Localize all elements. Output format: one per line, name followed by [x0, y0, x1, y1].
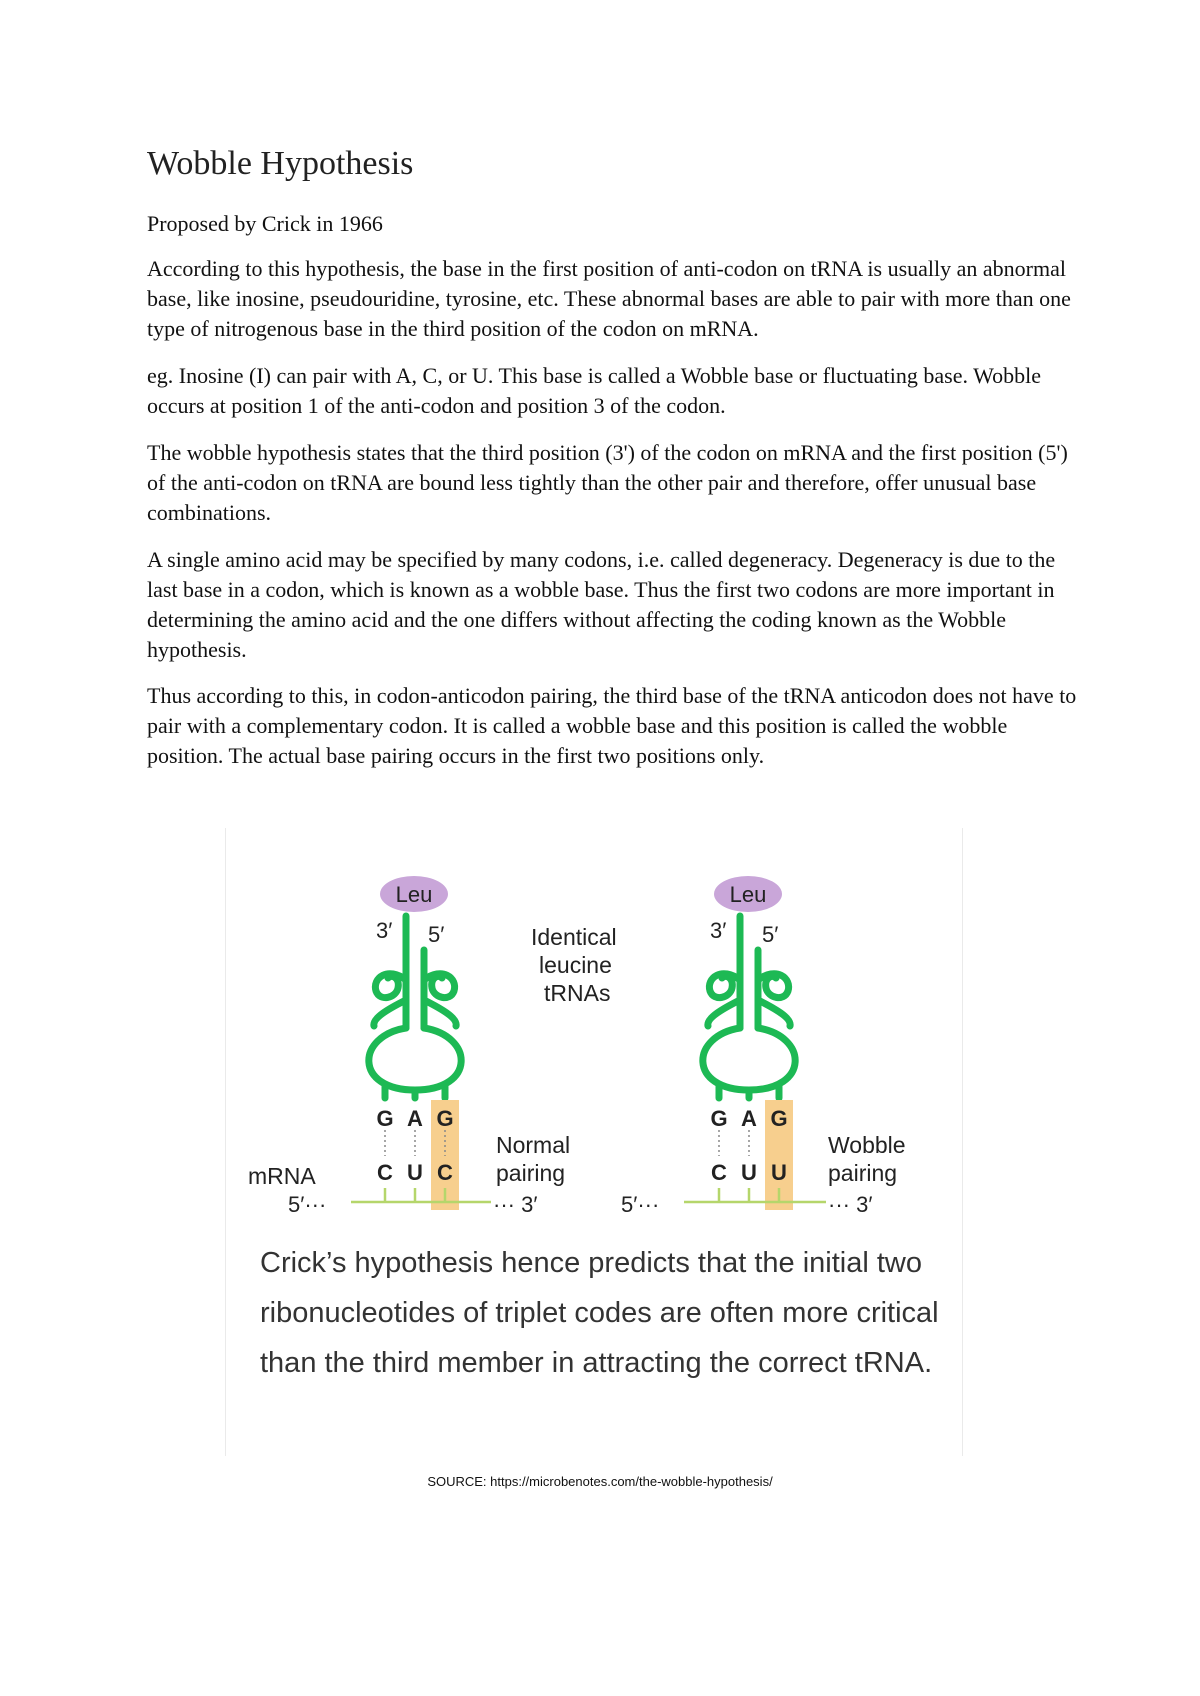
left-amino-acid-label: Leu	[395, 882, 433, 907]
source-citation: SOURCE: https://microbenotes.com/the-wobble-hypothesis/	[427, 1474, 773, 1489]
paragraph-statement: The wobble hypothesis states that the third position (3') of the codon on mRNA and the first position (5') of the anti-codon on tRNA are bound less tightly than the other pair and therefore, offer unusual base combinations.	[147, 440, 1068, 525]
right-codon-1: C	[711, 1160, 727, 1185]
paragraph-example: eg. Inosine (I) can pair with A, C, or U. This base is called a Wobble base or fluctuating base. Wobble occurs at position 1 of the anti-codon and position 3 of the codon.	[147, 363, 1041, 418]
left-anticodon-3: G	[436, 1106, 454, 1131]
paragraph-proposed: Proposed by Crick in 1966	[147, 211, 383, 236]
left-codon-3: C	[437, 1160, 453, 1185]
left-pairing-label-2: pairing	[496, 1160, 566, 1186]
left-codon-1: C	[377, 1160, 393, 1185]
figure-caption: Crick’s hypothesis hence predicts that the initial two ribonucleotides of triplet codes are often more critical than the third member in attracting the correct tRNA.	[260, 1247, 939, 1379]
left-codon-2: U	[407, 1160, 423, 1185]
right-codon-3: U	[771, 1160, 787, 1185]
left-pairing-label-1: Normal	[496, 1132, 571, 1158]
right-pair-lines	[719, 1130, 749, 1156]
right-mrna-strand	[684, 1188, 826, 1202]
right-trna	[621, 876, 906, 1217]
right-anticodon-3: G	[770, 1106, 788, 1131]
center-label-2: leucine	[539, 952, 612, 978]
right-codon-2: U	[741, 1160, 757, 1185]
right-3prime-label: 3′	[710, 918, 727, 943]
left-anticodon-2: A	[407, 1106, 423, 1131]
left-mrna-3prime: ··· 3′	[493, 1192, 538, 1217]
right-amino-acid-label: Leu	[729, 882, 767, 907]
left-mrna-5prime: 5′···	[288, 1192, 327, 1217]
left-3prime-label: 3′	[376, 918, 393, 943]
wobble-figure	[225, 828, 963, 1456]
paragraph-definition: According to this hypothesis, the base in the first position of anti-codon on tRNA is usually an abnormal base, like inosine, pseudouridine, tyrosine, etc. These abnormal bases are able to pair with more than one type of nitrogenous base in the third position of the codon on mRNA.	[147, 256, 1071, 341]
right-trna-structure	[703, 916, 795, 1098]
paragraph-degeneracy: A single amino acid may be specified by many codons, i.e. called degeneracy. Degeneracy is due to the last base in a codon, which is known as a wobble base. Thus the first two codons are more important in determining the amino acid and the one differs without affecting the coding known as the Wobble hypothesis.	[147, 547, 1056, 662]
right-5prime-label: 5′	[762, 922, 779, 947]
right-pairing-label-1: Wobble	[828, 1132, 906, 1158]
right-anticodon-2: A	[741, 1106, 757, 1131]
left-trna	[288, 876, 570, 1217]
right-mrna-3prime: ··· 3′	[828, 1192, 873, 1217]
page-title: Wobble Hypothesis	[147, 145, 414, 182]
paragraph-pairing: Thus according to this, in codon-anticodon pairing, the third base of the tRNA anticodon does not have to pair with a complementary codon. It is called a wobble base and this position is called the wobble position. The actual base pairing occurs in the first two positions only.	[147, 683, 1077, 768]
mrna-label: mRNA	[248, 1163, 316, 1189]
left-trna-structure	[369, 916, 461, 1098]
right-pairing-label-2: pairing	[828, 1160, 898, 1186]
center-label-1: Identical	[531, 924, 617, 950]
left-mrna-strand	[351, 1188, 491, 1202]
right-mrna-5prime: 5′···	[621, 1192, 660, 1217]
center-label-3: tRNAs	[544, 980, 611, 1006]
left-5prime-label: 5′	[428, 922, 445, 947]
right-anticodon-1: G	[710, 1106, 728, 1131]
trna-diagram	[226, 828, 962, 1228]
left-anticodon-1: G	[376, 1106, 394, 1131]
